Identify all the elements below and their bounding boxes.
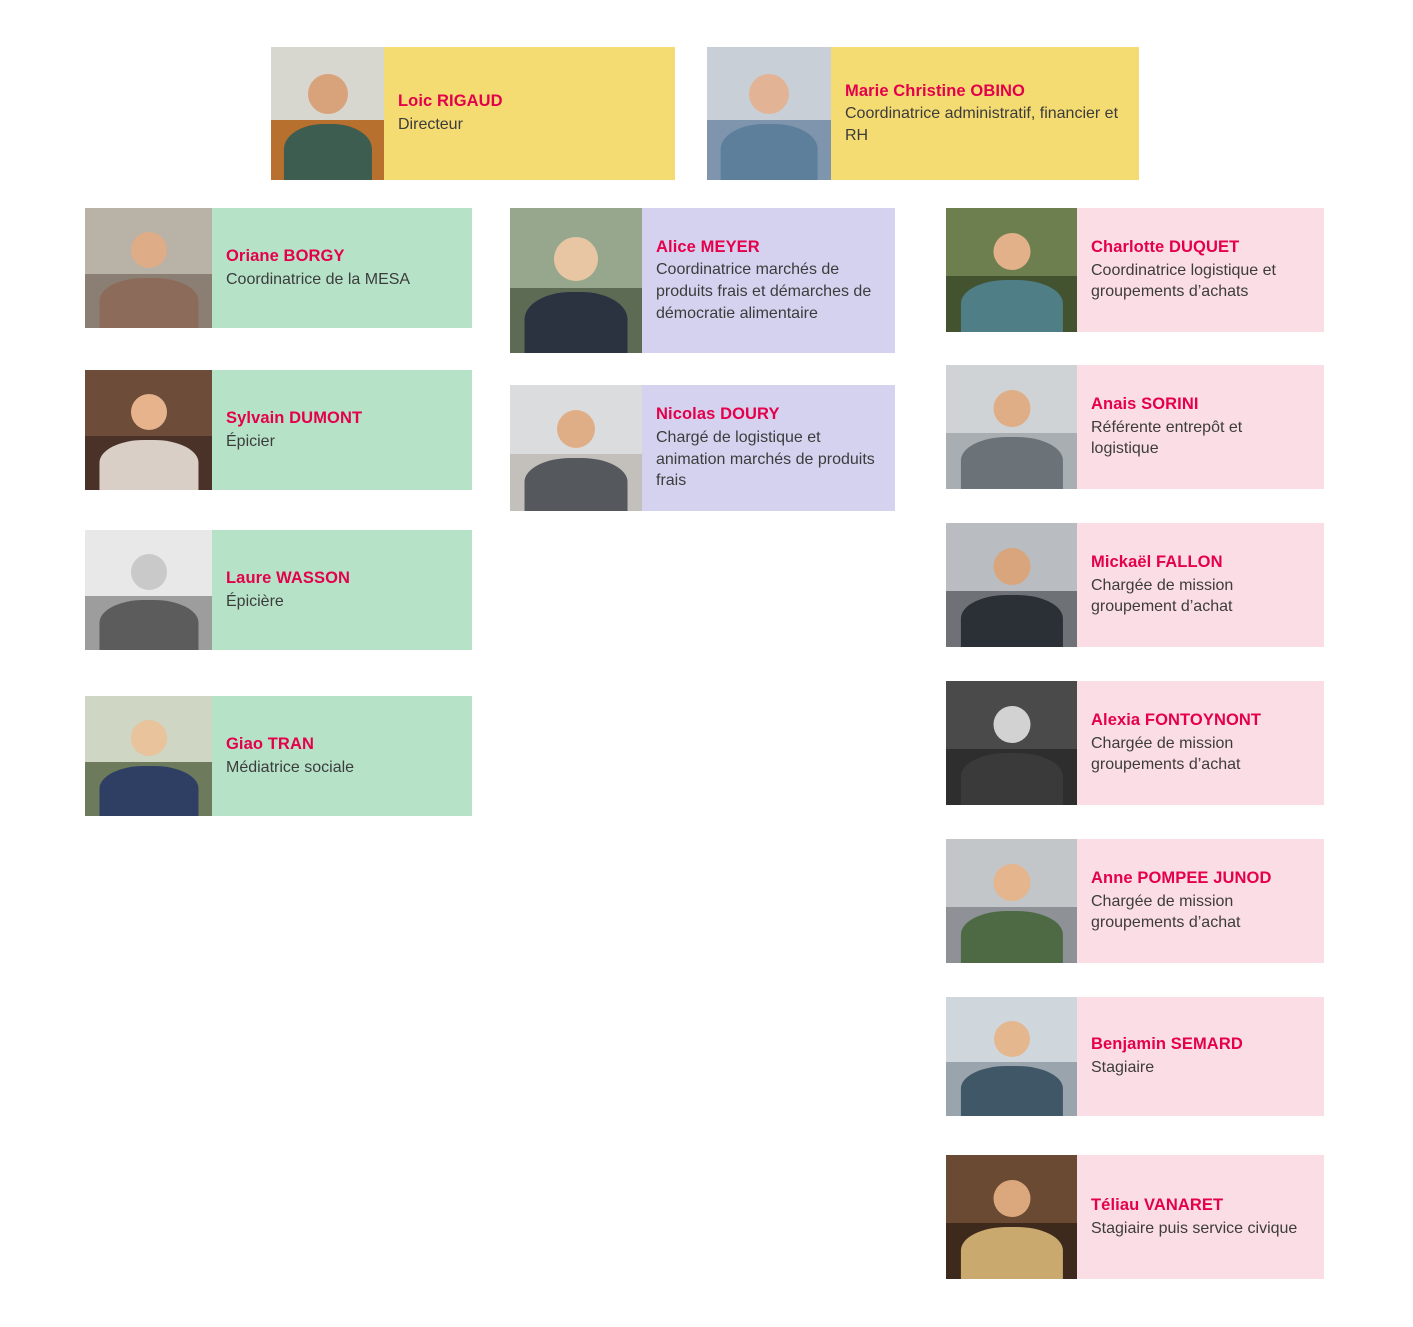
person-card-alexia-fontoynont[interactable] (946, 681, 1324, 805)
person-card-teliau-vanaret[interactable] (946, 1155, 1324, 1279)
person-card-giao-tran[interactable] (85, 696, 472, 816)
person-role: Coordinatrice marchés de produits frais et démarches de démocratie alimentaire (656, 261, 872, 322)
photo-figure-body (960, 1066, 1062, 1116)
person-name: Giao TRAN (226, 734, 314, 753)
photo-figure-body (721, 124, 818, 180)
person-photo (946, 681, 1077, 805)
photo-figure-head (308, 74, 348, 114)
photo-figure-head (993, 390, 1030, 427)
photo-figure-body (283, 124, 371, 180)
photo-figure-body (99, 600, 198, 650)
photo-figure-head (993, 233, 1030, 270)
person-role: Épicière (226, 592, 284, 610)
person-name: Anais SORINI (1091, 395, 1199, 414)
person-role: Chargée de mission groupement d’achat (1091, 576, 1234, 616)
person-photo (85, 370, 212, 490)
photo-figure-head (993, 1180, 1030, 1217)
person-name: Mickaël FALLON (1091, 553, 1223, 572)
person-info (642, 208, 895, 353)
person-name: Laure WASSON (226, 568, 351, 587)
photo-figure-body (960, 437, 1062, 489)
person-name: Benjamin SEMARD (1091, 1035, 1243, 1054)
person-photo (85, 208, 212, 328)
photo-figure-head (131, 720, 167, 756)
person-info (1077, 365, 1324, 489)
person-photo (946, 997, 1077, 1116)
person-photo (85, 530, 212, 650)
photo-figure-head (131, 394, 167, 430)
person-photo (510, 385, 642, 511)
photo-figure-body (525, 458, 628, 511)
person-info (1077, 681, 1324, 805)
person-name: Loic RIGAUD (398, 92, 503, 111)
person-card-laure-wasson[interactable] (85, 530, 472, 650)
photo-figure-head (993, 706, 1030, 743)
person-card-charlotte-duquet[interactable] (946, 208, 1324, 332)
person-card-marie-christine-obino[interactable] (707, 47, 1139, 180)
photo-figure-head (993, 864, 1030, 901)
person-card-sylvain-dumont[interactable] (85, 370, 472, 490)
photo-figure-body (99, 766, 198, 816)
person-card-loic-rigaud[interactable] (271, 47, 675, 180)
photo-figure-head (557, 410, 595, 448)
person-name: Oriane BORGY (226, 246, 345, 265)
person-role: Chargée de mission groupements d’achat (1091, 734, 1241, 774)
person-card-benjamin-semard[interactable] (946, 997, 1324, 1116)
person-role: Directeur (398, 116, 463, 134)
photo-figure-body (960, 595, 1062, 647)
person-role: Chargée de mission groupements d’achat (1091, 892, 1241, 932)
person-name: Sylvain DUMONT (226, 408, 363, 427)
person-card-oriane-borgy[interactable] (85, 208, 472, 328)
person-role: Chargé de logistique et animation marchés de produits frais (656, 428, 875, 490)
person-name: Charlotte DUQUET (1091, 238, 1240, 257)
person-name: Alice MEYER (656, 237, 760, 256)
person-photo (271, 47, 384, 180)
person-name: Téliau VANARET (1091, 1195, 1224, 1214)
person-role: Stagiaire (1091, 1059, 1155, 1077)
person-photo (946, 1155, 1077, 1279)
person-name: Marie Christine OBINO (845, 81, 1025, 100)
photo-figure-body (960, 911, 1062, 963)
person-role: Stagiaire puis service civique (1091, 1219, 1298, 1237)
photo-figure-head (993, 548, 1030, 585)
person-name: Nicolas DOURY (656, 405, 780, 424)
photo-figure-head (131, 232, 167, 268)
person-info (642, 385, 895, 511)
person-name: Anne POMPEE JUNOD (1091, 869, 1272, 888)
person-card-anais-sorini[interactable] (946, 365, 1324, 489)
person-photo (946, 839, 1077, 963)
photo-figure-body (960, 753, 1062, 805)
person-card-nicolas-doury[interactable] (510, 385, 895, 511)
person-role: Épicier (226, 432, 275, 450)
person-card-alice-meyer[interactable] (510, 208, 895, 353)
person-info (1077, 997, 1324, 1116)
person-photo (946, 208, 1077, 332)
person-name: Alexia FONTOYNONT (1091, 711, 1262, 730)
photo-figure-head (994, 1021, 1030, 1057)
photo-figure-body (960, 280, 1062, 332)
photo-figure-body (99, 278, 198, 328)
person-info (384, 47, 675, 180)
person-info (1077, 523, 1324, 647)
person-info (831, 47, 1139, 180)
person-info (212, 370, 472, 490)
photo-figure-head (749, 74, 789, 114)
photo-figure-head (131, 554, 167, 590)
person-role: Médiatrice sociale (226, 758, 355, 776)
person-info (212, 696, 472, 816)
person-photo (85, 696, 212, 816)
person-role: Référente entrepôt et logistique (1091, 418, 1243, 458)
person-info (1077, 208, 1324, 332)
photo-figure-body (525, 292, 628, 353)
photo-figure-head (554, 237, 598, 281)
person-role: Coordinatrice administratif, financier et RH (845, 105, 1119, 144)
person-role: Coordinatrice logistique et groupements d’achats (1091, 261, 1276, 301)
photo-figure-body (960, 1227, 1062, 1279)
person-photo (946, 523, 1077, 647)
person-photo (707, 47, 831, 180)
person-info (212, 208, 472, 328)
person-card-mickael-fallon[interactable] (946, 523, 1324, 647)
person-info (1077, 1155, 1324, 1279)
person-card-anne-pompee-junod[interactable] (946, 839, 1324, 963)
person-photo (510, 208, 642, 353)
person-role: Coordinatrice de la MESA (226, 270, 411, 288)
person-info (1077, 839, 1324, 963)
person-photo (946, 365, 1077, 489)
photo-figure-body (99, 440, 198, 490)
person-info (212, 530, 472, 650)
